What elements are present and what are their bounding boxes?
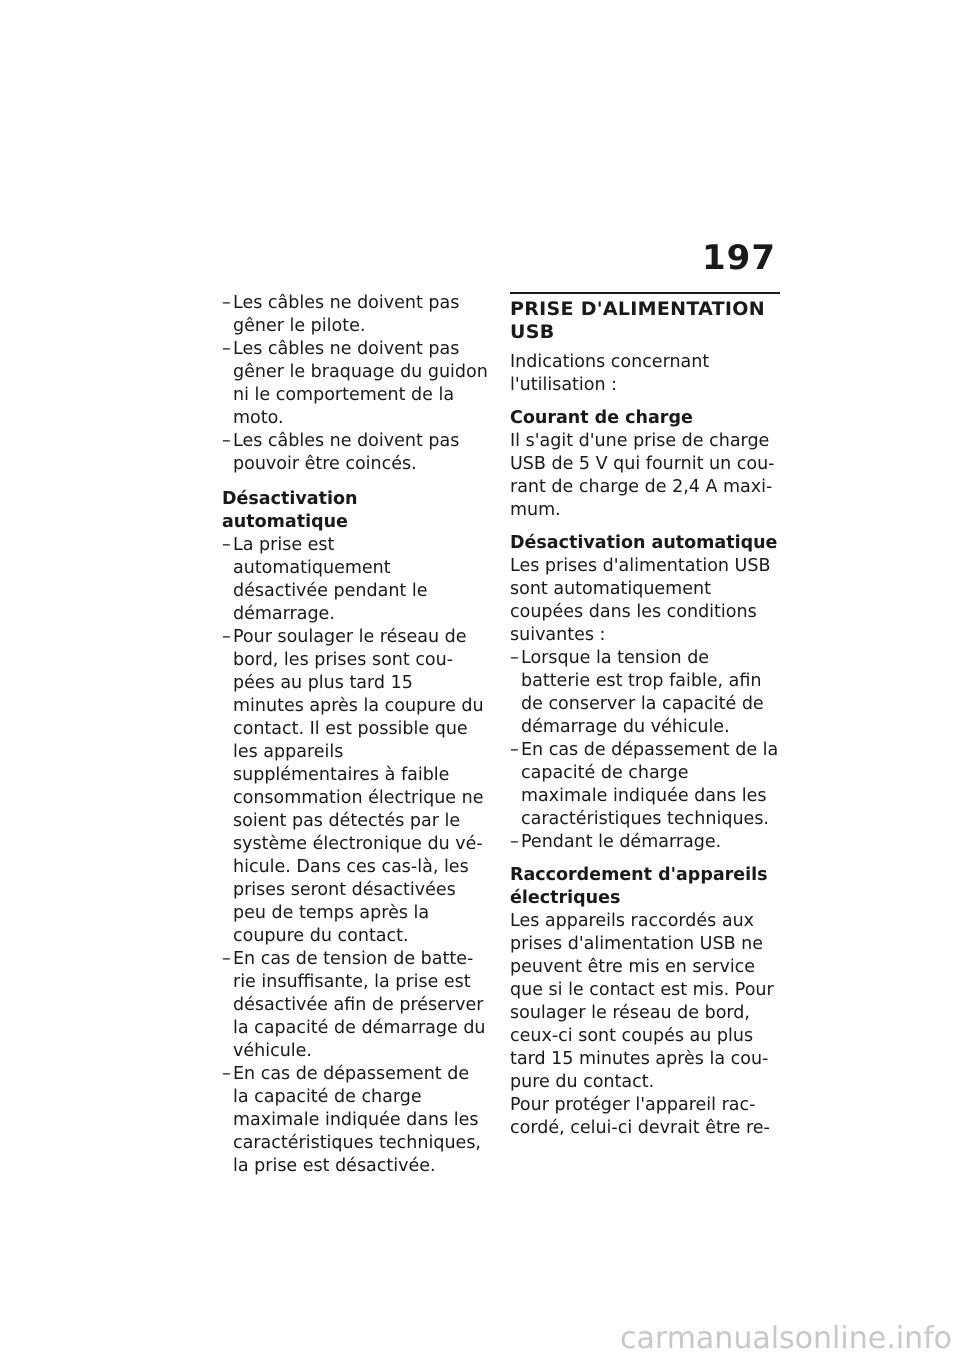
list-item: – En cas de dépassement de la capacité de charge maximale indiquée dans les caractéristiques techniques, la prise est désactivée. — [222, 1064, 481, 1176]
connect-text: Les appareils raccordés aux prises d'alimentation USB ne peuvent être mis en service que si le contact est mis. Pour soulager le réseau de bord, ceux-ci sont coupés au plus tard 15 minutes après la coupure du contact. — [510, 911, 774, 1092]
intro-text: Indications concernant l'utilisation : — [510, 352, 710, 395]
heading-current: Courant de charge — [510, 408, 693, 428]
section-title: PRISE D'ALIMENTATION USB — [510, 292, 780, 344]
left-column — [222, 292, 488, 1178]
list-item: – Lorsque la tension de batterie est trop faible, afin de conserver la capacité de démarrage du véhicule. — [510, 648, 764, 737]
list-item: – En cas de dépassement de la capacité de charge maximale indiquée dans les caractéristiques techniques. — [510, 740, 779, 829]
page-number: 197 — [702, 238, 776, 278]
list-item: – Les câbles ne doivent pas gêner le braquage du guidon ni le comportement de la moto. — [222, 339, 488, 428]
auto-off-text: Les prises d'alimentation USB sont automatiquement coupées dans les conditions suivantes : — [510, 556, 771, 645]
list-item: – Les câbles ne doivent pas pouvoir être coincés. — [222, 431, 460, 474]
list-item: – La prise est automatiquement désactivée pendant le démarrage. — [222, 535, 428, 624]
current-text: Il s'agit d'une prise de charge USB de 5 V qui fournit un courant de charge de 2,4 A maximum. — [510, 431, 775, 520]
watermark: carmanualsonline.info — [620, 1321, 952, 1356]
list-item: – Les câbles ne doivent pas gêner le pilote. — [222, 293, 460, 336]
heading-connect: Raccordement d'appareils électriques — [510, 865, 768, 908]
list-item: – Pendant le démarrage. — [510, 832, 722, 852]
heading-auto-off: Désactivation automatique — [510, 533, 778, 553]
connect-text-continued: Pour protéger l'appareil raccordé, celui-ci devrait être re- — [510, 1095, 770, 1138]
list-item: – Pour soulager le réseau de bord, les prises sont coupées au plus tard 15 minutes après la coupure du contact. Il est possible que les appareils supplémentaires à faible consommation électrique ne soient pas détectés par le système électronique du véhicule. Dans ces cas-là, les prises seront désactivées peu de temps après la coupure du contact. — [222, 627, 484, 946]
right-column — [510, 292, 780, 1140]
heading-auto-off: Désactivation automatique — [222, 489, 358, 532]
list-item: – En cas de tension de batterie insuffisante, la prise est désactivée afin de préserver la capacité de démarrage du véhicule. — [222, 949, 486, 1061]
